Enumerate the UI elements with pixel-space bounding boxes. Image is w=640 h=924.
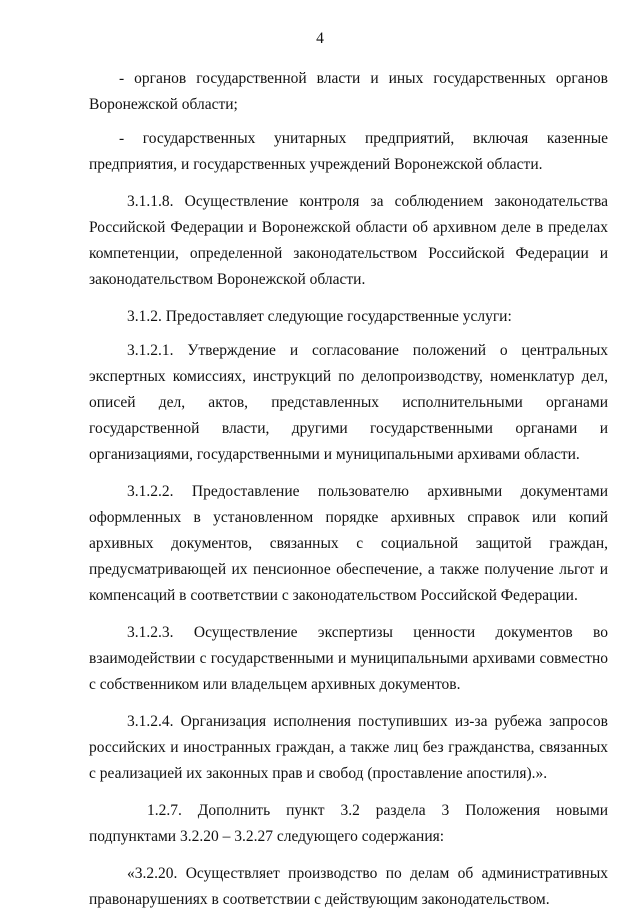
paragraph-3-2-20: «3.2.20. Осуществляет производство по делам об административных правонарушениях в соответствии с действующим законодательством.: [89, 865, 608, 908]
paragraph-3-1-1-8: 3.1.1.8. Осуществление контроля за соблюдением законодательства Российской Федерации и Воронежской области об архивном деле в пределах компетенции, определенной законодательством Российской Федерации и законодательством Воронежской области.: [89, 193, 608, 288]
page-number: 4: [316, 30, 324, 47]
paragraph-3-1-2-4: 3.1.2.4. Организация исполнения поступивших из-за рубежа запросов российских и иностранных граждан, а также лиц без гражданства, связанных с реализацией их законных прав и свобод (проставление апостиля).».: [89, 713, 608, 782]
list-item-state-bodies: - органов государственной власти и иных государственных органов Воронежской области;: [89, 70, 608, 113]
paragraph-3-1-2-1: 3.1.2.1. Утверждение и согласование положений о центральных экспертных комиссиях, инструкций по делопроизводству, номенклатур дел, описей дел, актов, представленных исполнительными органами государственной власти, другими государственными органами и организациями, государственными и муниципальными архивами области.: [89, 342, 608, 463]
list-item-state-enterprises: - государственных унитарных предприятий, включая казенные предприятия, и государственных учреждений Воронежской области.: [89, 130, 608, 173]
document-body: [89, 66, 608, 924]
paragraph-3-1-2-3: 3.1.2.3. Осуществление экспертизы ценности документов во взаимодействии с государственными и муниципальными архивами совместно с собственником или владельцем архивных документов.: [89, 624, 608, 693]
paragraph-1-2-7: 1.2.7. Дополнить пункт 3.2 раздела 3 Положения новыми подпунктами 3.2.20 – 3.2.27 следующего содержания:: [89, 802, 608, 845]
paragraph-3-1-2: 3.1.2. Предоставляет следующие государственные услуги:: [127, 308, 512, 325]
paragraph-3-1-2-2: 3.1.2.2. Предоставление пользователю архивными документами оформленных в установленном порядке архивных справок или копий архивных документов, связанных с социальной защитой граждан, предусматривающей их пенсионное обеспечение, а также получение льгот и компенсаций в соответствии с законодательством Российской Федерации.: [89, 483, 608, 604]
